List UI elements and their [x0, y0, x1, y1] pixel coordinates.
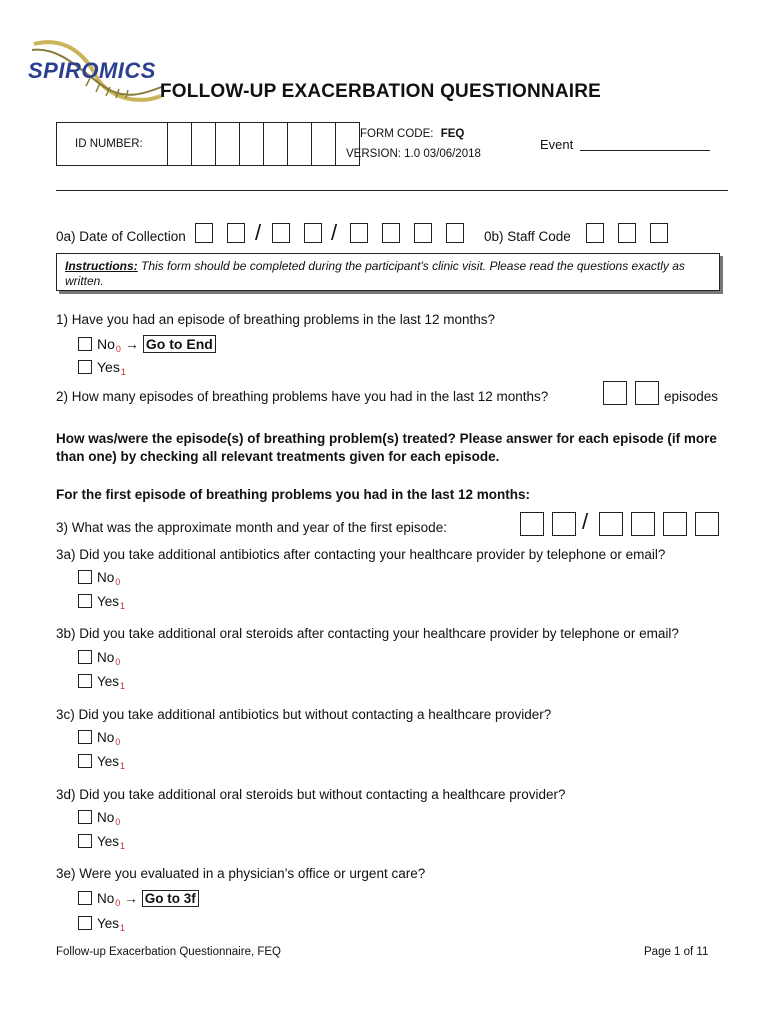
id-digit-box[interactable]: [264, 123, 288, 165]
date-separator: /: [582, 509, 589, 534]
checkbox[interactable]: [78, 916, 92, 930]
q3a-option-no[interactable]: [78, 570, 120, 585]
q3b-text: 3b) Did you take additional oral steroids after contacting your healthcare provider by telephone or email?: [56, 626, 679, 641]
version: VERSION: 1.0 03/06/2018: [346, 148, 481, 160]
option-label: Yes: [97, 674, 120, 689]
skip-instruction: Go to 3f: [142, 890, 199, 907]
checkbox[interactable]: [78, 360, 92, 374]
option-code: 1: [120, 601, 126, 611]
q3-text: 3) What was the approximate month and year of the first episode:: [56, 520, 447, 535]
option-code: 0: [115, 817, 121, 827]
event-field[interactable]: [580, 150, 710, 151]
option-label: Yes: [97, 754, 120, 769]
option-code: 0: [115, 344, 121, 354]
id-digit-box[interactable]: [216, 123, 240, 165]
option-label: No: [97, 891, 115, 906]
date-day-box[interactable]: [272, 223, 290, 243]
id-digit-box[interactable]: [288, 123, 312, 165]
event-label: Event: [540, 137, 574, 152]
q0b-label: 0b) Staff Code: [484, 229, 571, 244]
footer-title: Follow-up Exacerbation Questionnaire, FEQ: [56, 946, 281, 958]
q3a-text: 3a) Did you take additional antibiotics after contacting your healthcare provider by telephone or email?: [56, 547, 666, 562]
id-digit-box[interactable]: [312, 123, 336, 165]
treatment-instructions: How was/were the episode(s) of breathing problem(s) treated? Please answer for each episode (if more than one) by checking all relevant treatments given for each episode.: [56, 431, 717, 464]
date-month-box[interactable]: [227, 223, 245, 243]
date-year-box[interactable]: [350, 223, 368, 243]
q3d-text: 3d) Did you take additional oral steroids but without contacting a healthcare provider?: [56, 787, 566, 802]
option-label: No: [97, 730, 115, 745]
date-month-box[interactable]: [195, 223, 213, 243]
instructions-heading: Instructions:: [65, 259, 138, 273]
id-digit-box[interactable]: [168, 123, 192, 165]
instructions-box: [56, 253, 720, 291]
date-day-box[interactable]: [304, 223, 322, 243]
option-code: 1: [120, 681, 126, 691]
option-code: 0: [115, 657, 121, 667]
staff-code-box[interactable]: [618, 223, 636, 243]
option-label: No: [97, 650, 115, 665]
episodes-unit: episodes: [664, 389, 719, 404]
q3e-option-yes[interactable]: [78, 916, 125, 931]
arrow-right-icon: →: [124, 336, 139, 352]
episode-month-box[interactable]: [552, 512, 576, 536]
q3b-option-no[interactable]: [78, 650, 120, 665]
skip-instruction: Go to End: [143, 335, 216, 353]
form-code-value: FEQ: [440, 128, 465, 140]
arrow-right-icon: →: [124, 891, 138, 906]
id-digit-box[interactable]: [192, 123, 216, 165]
staff-code-box[interactable]: [586, 223, 604, 243]
option-code: 1: [120, 923, 126, 933]
option-code: 1: [120, 367, 126, 377]
q3b-option-yes[interactable]: [78, 674, 125, 689]
date-year-box[interactable]: [446, 223, 464, 243]
q1-text: 1) Have you had an episode of breathing problems in the last 12 months?: [56, 312, 496, 327]
option-code: 0: [115, 898, 121, 908]
episode-month-box[interactable]: [520, 512, 544, 536]
q3d-option-yes[interactable]: [78, 834, 125, 849]
first-episode-heading: For the first episode of breathing problems you had in the last 12 months:: [56, 487, 531, 502]
option-code: 1: [120, 841, 126, 851]
q3c-option-no[interactable]: [78, 730, 120, 745]
logo-text: SPIROMICS: [28, 58, 156, 83]
date-year-box[interactable]: [414, 223, 432, 243]
checkbox[interactable]: [78, 754, 92, 768]
id-number-grid: [56, 122, 360, 166]
page-number: Page 1 of 11: [644, 946, 709, 958]
q3c-text: 3c) Did you take additional antibiotics but without contacting a healthcare provider?: [56, 707, 552, 722]
episode-year-box[interactable]: [599, 512, 623, 536]
q1-option-no[interactable]: [78, 336, 216, 352]
option-label: Yes: [97, 916, 120, 931]
date-separator: /: [255, 220, 262, 245]
option-label: No: [97, 336, 115, 352]
option-label: Yes: [97, 359, 120, 375]
staff-code-box[interactable]: [650, 223, 668, 243]
id-number-label: ID NUMBER:: [57, 123, 168, 165]
checkbox[interactable]: [78, 730, 92, 744]
episode-year-box[interactable]: [663, 512, 687, 536]
date-separator: /: [331, 220, 338, 245]
checkbox[interactable]: [78, 650, 92, 664]
option-label: Yes: [97, 594, 120, 609]
q3d-option-no[interactable]: [78, 810, 120, 825]
episodes-count-box[interactable]: [603, 381, 627, 405]
option-code: 0: [115, 737, 121, 747]
form-code-label: FORM CODE:: [360, 128, 434, 140]
q1-option-yes[interactable]: [78, 359, 126, 375]
option-code: 1: [120, 761, 126, 771]
option-code: 0: [115, 577, 121, 587]
option-label: No: [97, 810, 115, 825]
form-title: FOLLOW-UP EXACERBATION QUESTIONNAIRE: [160, 81, 602, 102]
episode-year-box[interactable]: [695, 512, 719, 536]
checkbox[interactable]: [78, 594, 92, 608]
instructions-text: This form should be completed during the participant's clinic visit. Please read the questions exactly as written.: [65, 259, 685, 288]
checkbox[interactable]: [78, 891, 92, 905]
q3a-option-yes[interactable]: [78, 594, 125, 609]
form-code: [360, 128, 464, 140]
episodes-count-box[interactable]: [635, 381, 659, 405]
checkbox[interactable]: [78, 810, 92, 824]
header-divider: [56, 190, 728, 191]
option-label: Yes: [97, 834, 120, 849]
id-digit-box[interactable]: [240, 123, 264, 165]
checkbox[interactable]: [78, 834, 92, 848]
q3e-option-no[interactable]: [78, 891, 199, 906]
q3c-option-yes[interactable]: [78, 754, 125, 769]
date-year-box[interactable]: [382, 223, 400, 243]
q3e-text: 3e) Were you evaluated in a physician’s office or urgent care?: [56, 866, 426, 881]
q2-text: 2) How many episodes of breathing problems have you had in the last 12 months?: [56, 389, 549, 404]
checkbox[interactable]: [78, 674, 92, 688]
spiromics-logo: [26, 36, 166, 106]
episode-year-box[interactable]: [631, 512, 655, 536]
checkbox[interactable]: [78, 337, 92, 351]
checkbox[interactable]: [78, 570, 92, 584]
option-label: No: [97, 570, 115, 585]
q0a-label: 0a) Date of Collection: [56, 229, 186, 244]
